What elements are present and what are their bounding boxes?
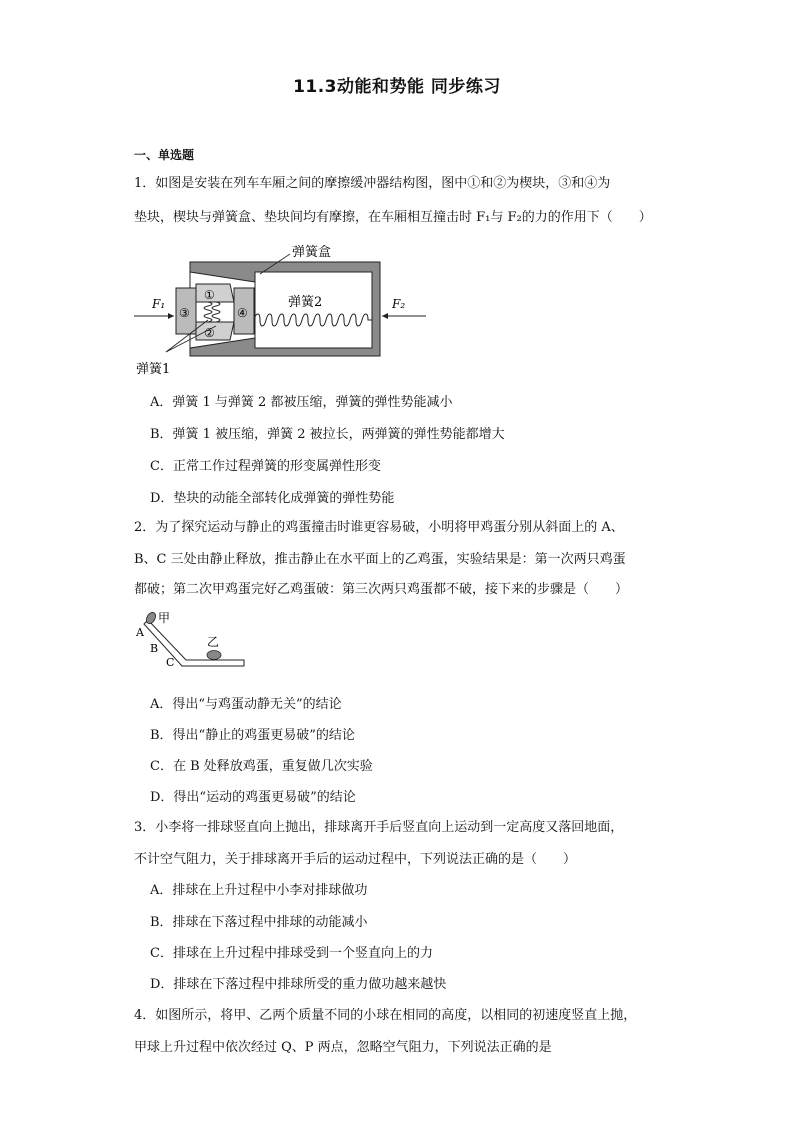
q2-option-c: C．在 B 处释放鸡蛋，重复做几次实验: [150, 759, 373, 774]
label-spring2: 弹簧2: [288, 295, 323, 310]
q1-option-a: A．弹簧 1 与弹簧 2 都被压缩，弹簧的弹性势能减小: [150, 395, 453, 410]
label-spring1: 弹簧1: [136, 362, 171, 377]
q2-option-d: D．得出“运动的鸡蛋更易破”的结论: [150, 790, 356, 805]
q1-option-b: B．弹簧 1 被压缩，弹簧 2 被拉长，两弹簧的弹性势能都增大: [150, 427, 505, 442]
egg-ramp-diagram: [134, 608, 249, 678]
buffer-diagram: [130, 240, 430, 380]
arrow-f2-head: [382, 313, 388, 319]
section-heading: 一、单选题: [134, 148, 195, 162]
q1-option-d: D．垫块的动能全部转化成弹簧的弹性势能: [150, 491, 395, 506]
q3-option-b: B．排球在下落过程中排球的动能减小: [150, 915, 368, 930]
label-c2: ②: [204, 326, 215, 340]
q2-option-b: B．得出“静止的鸡蛋更易破”的结论: [150, 728, 355, 743]
q3-stem-line1: 3．小李将一排球竖直向上抛出，排球离开手后竖直向上运动到一定高度又落回地面，: [134, 820, 624, 835]
q2-stem-line2: B、C 三处由静止释放，推击静止在水平面上的乙鸡蛋，实验结果是：第一次两只鸡蛋: [134, 552, 626, 567]
q3-stem-line2: 不计空气阻力，关于排球离开手后的运动过程中，下列说法正确的是（ ）: [134, 852, 577, 867]
label-c: C: [166, 656, 175, 669]
q4-stem-line1: 4．如图所示，将甲、乙两个质量不同的小球在相同的高度，以相同的初速度竖直上抛，: [134, 1008, 637, 1023]
q3-option-d: D．排球在下落过程中排球所受的重力做功越来越快: [150, 977, 447, 992]
label-c1: ①: [204, 288, 215, 302]
label-box: 弹簧盒: [292, 245, 332, 260]
q1-stem-line1: 1．如图是安装在列车车厢之间的摩擦缓冲器结构图，图中①和②为楔块，③和④为: [134, 176, 611, 191]
q1-stem-line2: 垫块，楔块与弹簧盒、垫块间均有摩擦，在车厢相互撞击时 F₁与 F₂的力的作用下（ ）: [134, 210, 652, 225]
q3-option-a: A．排球在上升过程中小李对排球做功: [150, 883, 368, 898]
q2-stem-line3: 都破；第二次甲鸡蛋完好乙鸡蛋破：第三次两只鸡蛋都不破，接下来的步骤是（ ）: [134, 582, 629, 597]
label-yi: 乙: [207, 635, 220, 649]
spring-box-inner: [255, 272, 372, 348]
q2-stem-line1: 2．为了探究运动与静止的鸡蛋撞击时谁更容易破，小明将甲鸡蛋分别从斜面上的 A、: [134, 520, 624, 535]
egg-yi: [207, 651, 221, 660]
label-b: B: [150, 642, 159, 655]
label-c4: ④: [237, 306, 248, 320]
label-c3: ③: [179, 306, 190, 320]
q3-option-c: C．排球在上升过程中排球受到一个竖直向上的力: [150, 946, 433, 961]
arrow-f1-head: [168, 313, 174, 319]
label-jia: 甲: [158, 611, 171, 625]
q4-stem-line2: 甲球上升过程中依次经过 Q、P 两点，忽略空气阻力，下列说法正确的是: [134, 1040, 552, 1055]
ramp: [144, 620, 244, 666]
label-f1: F₁: [152, 297, 166, 311]
page-title: 11.3动能和势能 同步练习: [293, 77, 501, 97]
wedge-1: [196, 284, 234, 302]
label-f2: F₂: [392, 297, 406, 311]
q2-option-a: A．得出“与鸡蛋动静无关”的结论: [150, 697, 342, 712]
q1-option-c: C．正常工作过程弹簧的形变属弹性形变: [150, 459, 381, 474]
label-a: A: [136, 626, 144, 639]
